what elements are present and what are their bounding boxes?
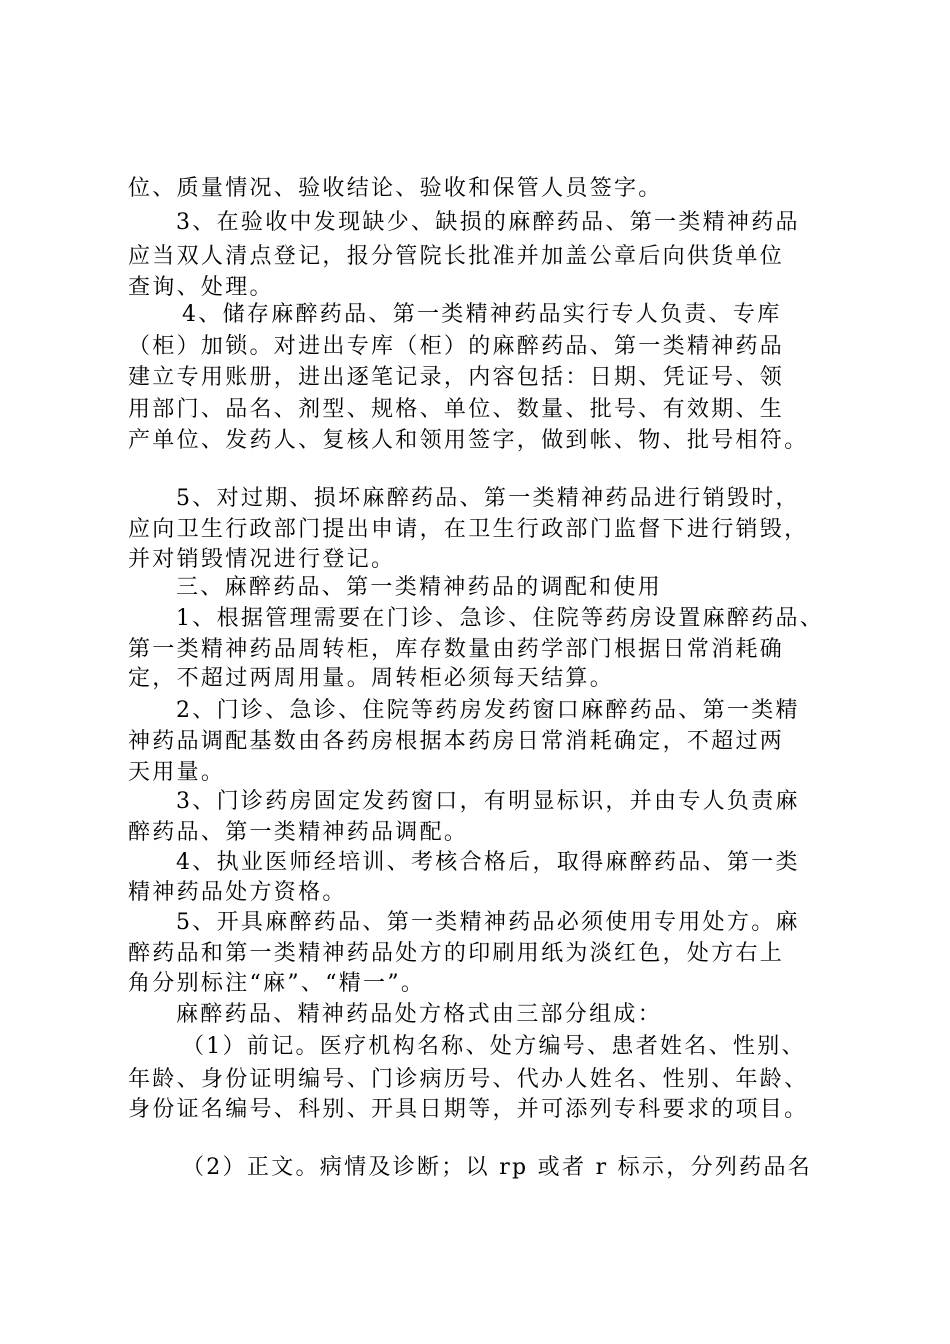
text-line: 醉药品、第一类精神药品调配。 (128, 820, 469, 845)
text-line: 5、开具麻醉药品、第一类精神药品必须使用专用处方。麻 (176, 910, 800, 935)
section-heading: 三、麻醉药品、第一类精神药品的调配和使用 (176, 575, 663, 600)
text-line: 应当双人清点登记，报分管院长批准并加盖公章后向供货单位 (128, 244, 785, 269)
text-line: 神药品调配基数由各药房根据本药房日常消耗确定，不超过两 (128, 729, 785, 754)
text-line: 麻醉药品、精神药品处方格式由三部分组成： (176, 1002, 663, 1027)
text-line: （2）正文。病情及诊断；以 rp 或者 r 标示，分列药品名 (182, 1155, 813, 1180)
text-line: 用部门、品名、剂型、规格、单位、数量、批号、有效期、生 (128, 397, 785, 422)
text-line: 醉药品和第一类精神药品处方的印刷用纸为淡红色，处方右上 (128, 941, 785, 966)
text-line: （柜）加锁。对进出专库（柜）的麻醉药品、第一类精神药品 (128, 334, 785, 359)
text-line: 建立专用账册，进出逐笔记录，内容包括：日期、凭证号、领 (128, 365, 785, 390)
text-line: 3、在验收中发现缺少、缺损的麻醉药品、第一类精神药品 (176, 210, 800, 235)
text-line: 并对销毁情况进行登记。 (128, 547, 396, 572)
text-line: 3、门诊药房固定发药窗口，有明显标识，并由专人负责麻 (176, 789, 800, 814)
text-line: 5、对过期、损坏麻醉药品、第一类精神药品进行销毁时， (176, 486, 800, 511)
text-line: 4、储存麻醉药品、第一类精神药品实行专人负责、专库 (182, 302, 782, 327)
text-line: 2、门诊、急诊、住院等药房发药窗口麻醉药品、第一类精 (176, 698, 800, 723)
text-line: 查询、处理。 (128, 275, 274, 300)
text-line: 年龄、身份证明编号、门诊病历号、代办人姓名、性别、年龄、 (128, 1067, 809, 1092)
text-line: 产单位、发药人、复核人和领用签字，做到帐、物、批号相符。 (128, 428, 809, 453)
text-line: 天用量。 (128, 760, 226, 785)
text-line: 1、根据管理需要在门诊、急诊、住院等药房设置麻醉药品、 (176, 606, 825, 631)
text-line: （1）前记。医疗机构名称、处方编号、患者姓名、性别、 (182, 1034, 806, 1059)
text-line: 定，不超过两周用量。周转柜必须每天结算。 (128, 666, 615, 691)
text-line: 角分别标注“麻”、“精一”。 (128, 971, 426, 996)
text-line: 第一类精神药品周转柜，库存数量由药学部门根据日常消耗确 (128, 637, 785, 662)
text-line: 身份证名编号、科别、开具日期等，并可添列专科要求的项目。 (128, 1097, 809, 1122)
text-line: 4、执业医师经培训、考核合格后，取得麻醉药品、第一类 (176, 850, 800, 875)
text-line: 位、质量情况、验收结论、验收和保管人员签字。 (128, 176, 663, 201)
text-line: 精神药品处方资格。 (128, 880, 347, 905)
text-line: 应向卫生行政部门提出申请，在卫生行政部门监督下进行销毁， (128, 517, 809, 542)
